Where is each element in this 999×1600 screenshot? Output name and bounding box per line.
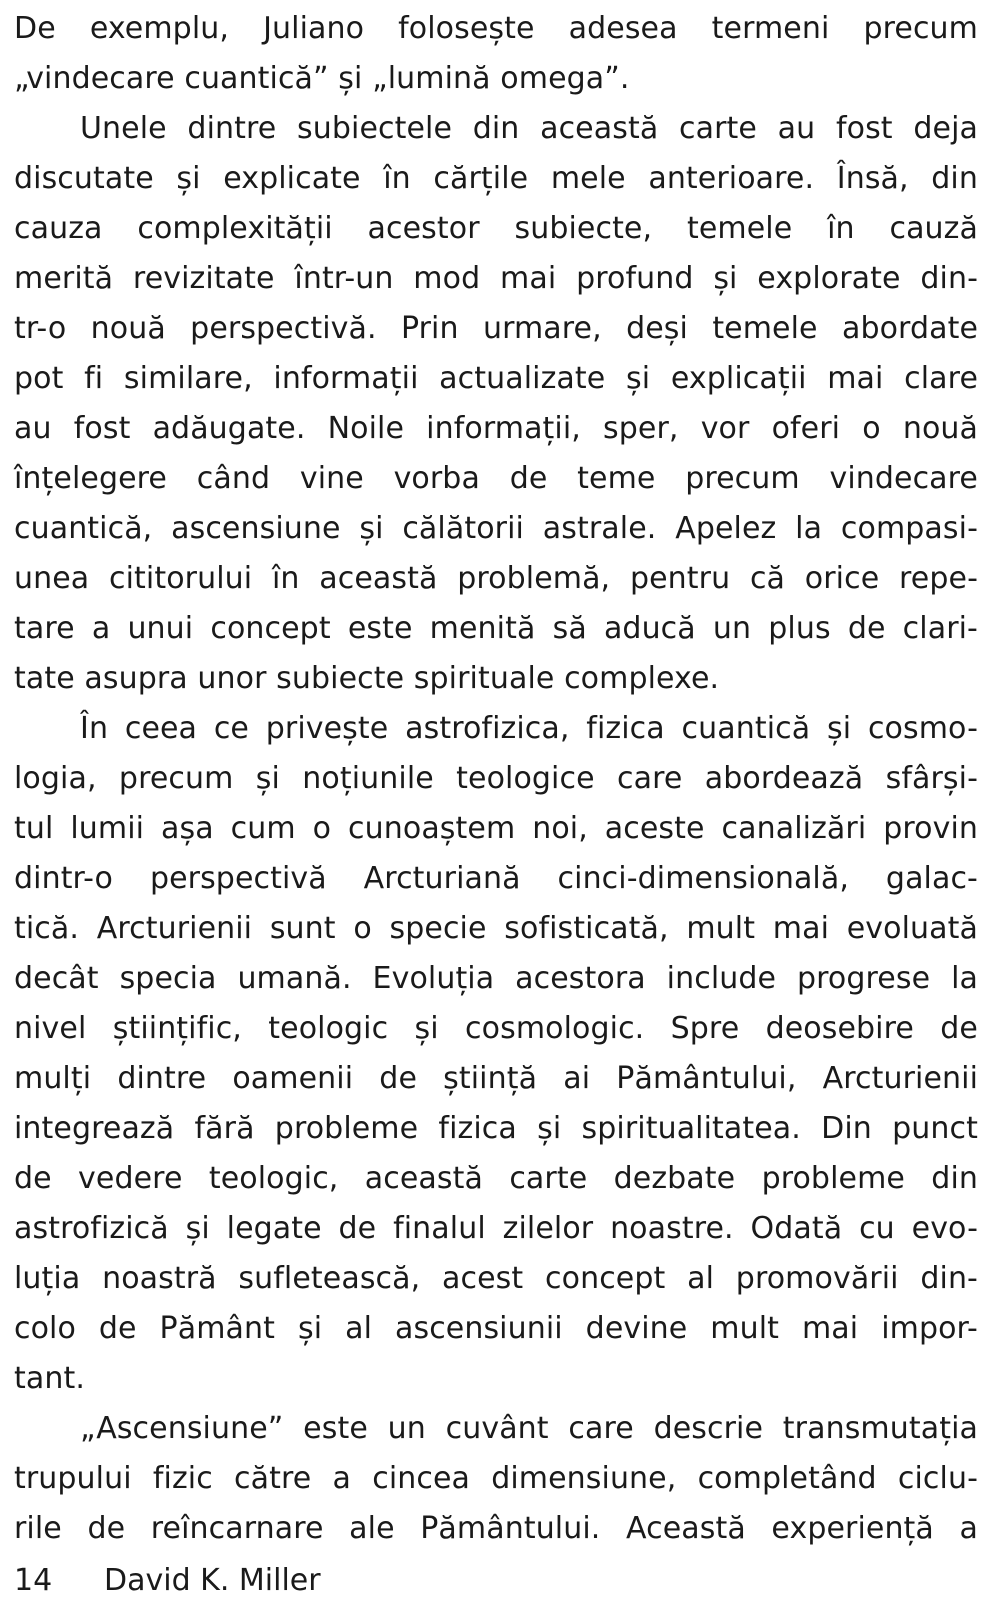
text-line: discutate și explicate în cărțile mele anterioare. Însă, din	[14, 161, 978, 196]
page-footer	[14, 1562, 321, 1600]
text-line: luția noastră sufletească, acest concept al promovării din-	[14, 1261, 978, 1296]
text-line: au fost adăugate. Noile informații, sper, vor oferi o nouă	[14, 411, 978, 446]
page-body	[14, 4, 978, 1554]
text-line: De exemplu, Juliano folosește adesea termeni precum	[14, 11, 978, 46]
text-line: În ceea ce privește astrofizica, fizica cuantică și cosmo-	[80, 711, 978, 746]
text-line: „vindecare cuantică” și „lumină omega”.	[14, 61, 630, 96]
text-line: dintr-o perspectivă Arcturiană cinci-dimensională, galac-	[14, 861, 978, 896]
text-line: înțelegere când vine vorba de teme precum vindecare	[14, 461, 978, 496]
text-line: rile de reîncarnare ale Pământului. Această experiență a	[14, 1511, 978, 1546]
text-line: tr-o nouă perspectivă. Prin urmare, deși temele abordate	[14, 311, 978, 346]
text-line: „Ascensiune” este un cuvânt care descrie transmutația	[80, 1411, 978, 1446]
text-line: integrează fără probleme fizica și spiritualitatea. Din punct	[14, 1111, 978, 1146]
text-line: tare a unui concept este menită să aducă un plus de clari-	[14, 611, 978, 646]
text-line: decât specia umană. Evoluția acestora include progrese la	[14, 961, 978, 996]
text-line: cuantică, ascensiune și călătorii astrale. Apelez la compasi-	[14, 511, 978, 546]
text-line: mulți dintre oamenii de știință ai Pământului, Arcturienii	[14, 1061, 978, 1096]
text-line: tul lumii așa cum o cunoaștem noi, aceste canalizări provin	[14, 811, 978, 846]
text-line: unea cititorului în această problemă, pentru că orice repe-	[14, 561, 978, 596]
page-number: 14	[14, 1563, 53, 1598]
text-line: trupului fizic către a cincea dimensiune, completând ciclu-	[14, 1461, 978, 1496]
text-line: tate asupra unor subiecte spirituale complexe.	[14, 661, 720, 696]
paragraph-1	[14, 4, 978, 104]
text-line: de vedere teologic, această carte dezbate probleme din	[14, 1161, 978, 1196]
text-line: cauza complexității acestor subiecte, temele în cauză	[14, 211, 978, 246]
text-line: logia, precum și noțiunile teologice care abordează sfârși-	[14, 761, 978, 796]
paragraph-4	[14, 1404, 978, 1554]
text-line: Unele dintre subiectele din această carte au fost deja	[80, 111, 978, 146]
text-line: pot fi similare, informații actualizate și explicații mai clare	[14, 361, 978, 396]
text-line: colo de Pământ și al ascensiunii devine mult mai impor-	[14, 1311, 978, 1346]
paragraph-2	[14, 104, 978, 704]
text-line: astrofizică și legate de finalul zilelor noastre. Odată cu evo-	[14, 1211, 978, 1246]
paragraph-3	[14, 704, 978, 1404]
text-line: nivel științific, teologic și cosmologic. Spre deosebire de	[14, 1011, 978, 1046]
text-line: tant.	[14, 1361, 85, 1396]
text-line: merită revizitate într-un mod mai profund și explorate din-	[14, 261, 978, 296]
text-line: tică. Arcturienii sunt o specie sofisticată, mult mai evoluată	[14, 911, 978, 946]
running-footer-author: David K. Miller	[104, 1563, 321, 1598]
